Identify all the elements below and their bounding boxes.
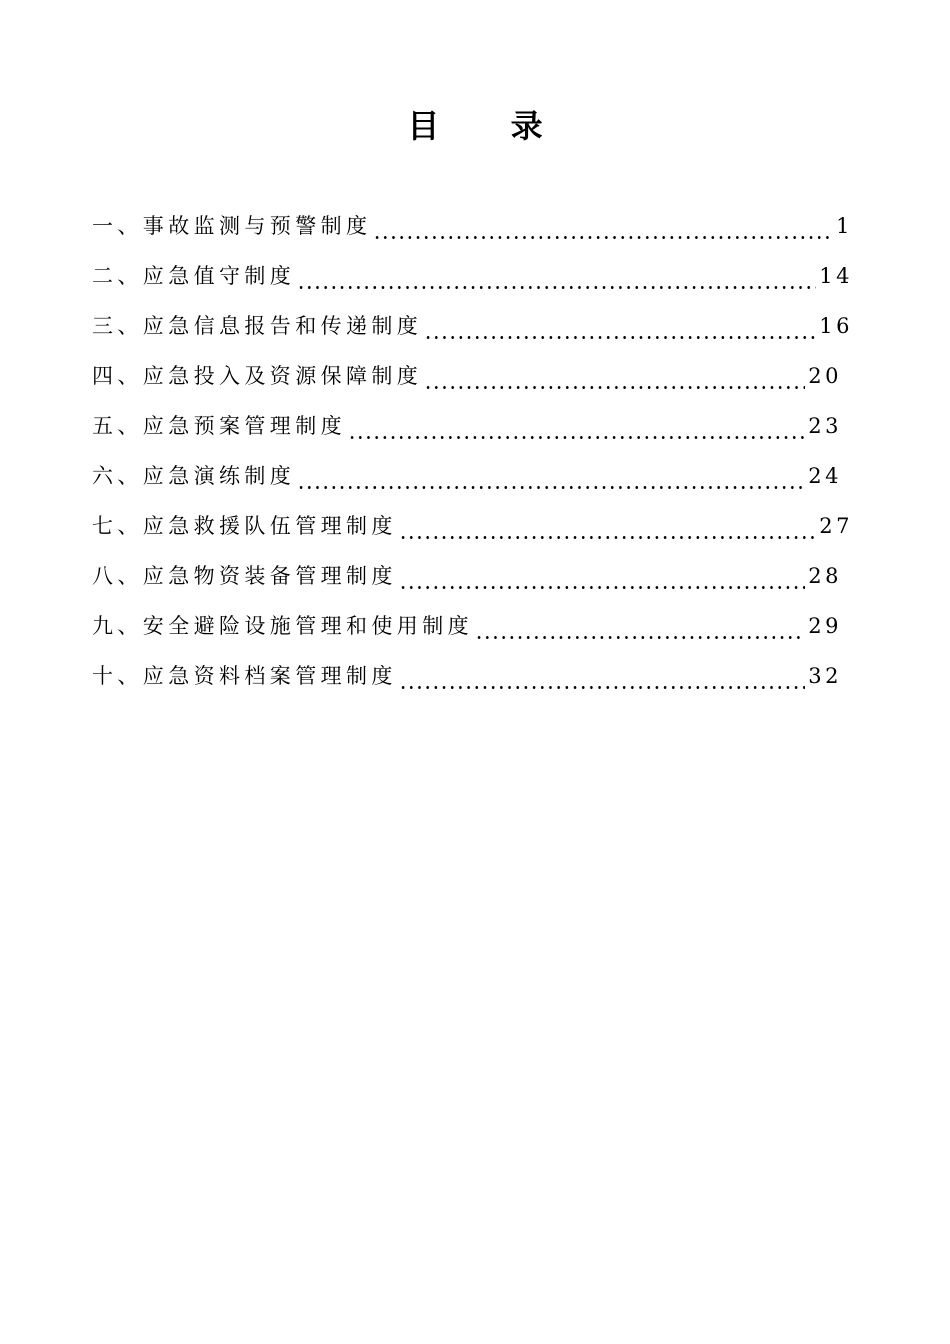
toc-entry-label: 四、应急投入及资源保障制度 — [92, 356, 424, 396]
dot-leader — [475, 635, 805, 640]
dot-leader — [399, 685, 805, 690]
toc-entry-page: 29 — [805, 606, 842, 646]
dot-leader — [424, 335, 816, 340]
toc-entry-label: 五、应急预案管理制度 — [92, 406, 348, 446]
toc-entry-page: 24 — [805, 456, 842, 496]
toc-entry-label: 二、应急值守制度 — [92, 256, 297, 296]
dot-leader — [373, 235, 833, 240]
toc-entry-page: 27 — [816, 506, 853, 546]
toc-entry-page: 23 — [805, 406, 842, 446]
dot-leader — [348, 435, 805, 440]
toc-entry-label: 七、应急救援队伍管理制度 — [92, 506, 399, 546]
toc-entry-label: 九、安全避险设施管理和使用制度 — [92, 606, 475, 646]
dot-leader — [399, 585, 805, 590]
toc-title: 目 录 — [407, 107, 573, 145]
toc-entry-page: 32 — [805, 656, 842, 696]
dot-leader — [424, 385, 805, 390]
toc-entry-label: 三、应急信息报告和传递制度 — [92, 306, 424, 346]
toc-entry-page: 20 — [805, 356, 842, 396]
toc-entry-page: 1 — [833, 206, 853, 246]
toc-entry-label: 一、事故监测与预警制度 — [92, 206, 373, 246]
toc-entry-label: 六、应急演练制度 — [92, 456, 297, 496]
toc-entry-page: 14 — [816, 256, 853, 296]
dot-leader — [399, 535, 816, 540]
toc-entry-label: 八、应急物资装备管理制度 — [92, 556, 399, 596]
toc-entry-page: 28 — [805, 556, 842, 596]
dot-leader — [297, 285, 816, 290]
toc-entry-label: 十、应急资料档案管理制度 — [92, 656, 399, 696]
toc-entry-page: 16 — [816, 306, 853, 346]
dot-leader — [297, 485, 805, 490]
